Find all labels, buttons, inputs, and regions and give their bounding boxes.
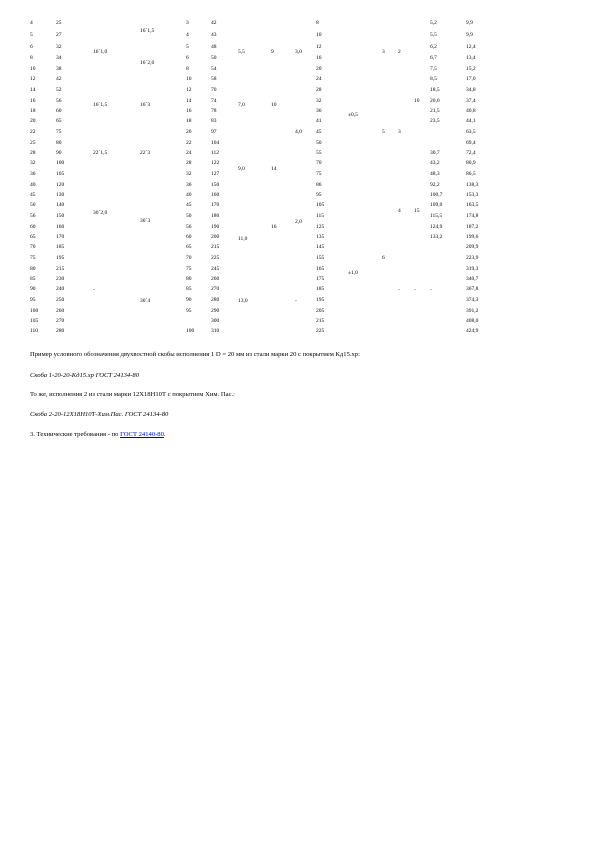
table-cell: 199,6 [466, 234, 479, 240]
table-cell: 65 [186, 244, 192, 250]
table-cell: 2,0 [295, 219, 302, 225]
table-cell: 160 [56, 224, 65, 230]
table-cell: 140 [56, 202, 65, 208]
table-cell: 115,5 [430, 213, 443, 219]
table-cell: 3 [398, 129, 401, 135]
table-cell: 20,0 [430, 98, 440, 104]
table-cell: 245 [211, 266, 220, 272]
table-cell: 22 [186, 140, 192, 146]
table-cell: 6 [382, 255, 385, 261]
table-cell: 180 [211, 213, 220, 219]
table-cell: 14 [30, 87, 36, 93]
table-cell: 200 [211, 234, 220, 240]
table-cell: 319,3 [466, 266, 479, 272]
table-cell: 32 [56, 44, 62, 50]
table-cell: 3 [186, 20, 189, 26]
table-cell: 60 [56, 108, 62, 114]
table-cell: 135 [316, 234, 325, 240]
table-cell: 4 [30, 20, 33, 26]
table-cell: 100 [56, 160, 65, 166]
table-cell: 170 [56, 234, 65, 240]
table-cell: 150 [211, 182, 220, 188]
table-cell: 5 [186, 44, 189, 50]
table-cell: 17,0 [466, 76, 476, 82]
technical-requirements-end: . [163, 431, 166, 438]
table-cell: 10 [316, 32, 322, 38]
table-cell: 34 [56, 55, 62, 61]
table-cell: 45 [186, 202, 192, 208]
table-cell: 74 [211, 98, 217, 104]
table-cell: 80,9 [466, 160, 476, 166]
table-cell: 290 [211, 308, 220, 314]
table-cell: 42 [56, 76, 62, 82]
table-cell: 9,9 [466, 32, 473, 38]
table-cell: 65 [30, 234, 36, 240]
table-cell: 185 [316, 286, 325, 292]
table-cell: - [430, 287, 432, 293]
table-cell: 112 [211, 150, 220, 156]
table-cell: 3,0 [295, 49, 302, 55]
table-cell: 340,7 [466, 276, 479, 282]
table-cell: 205 [316, 308, 325, 314]
table-cell: 44,1 [466, 118, 476, 124]
table-cell: 80 [186, 276, 192, 282]
table-cell: 408,0 [466, 318, 479, 324]
table-cell: 78 [211, 108, 217, 114]
table-cell: 24 [316, 76, 322, 82]
table-cell: 16 [30, 98, 36, 104]
table-cell: 70 [186, 255, 192, 261]
table-cell: 12,4 [466, 44, 476, 50]
example-intro-text: Пример условного обозначения двухвостной скобы исполнения 1 D = 20 мм из стали марки 20 с покрытием Кд15.хр: [30, 351, 360, 358]
table-cell: 5 [382, 129, 385, 135]
technical-requirements-text: 3. Технические требования - по [30, 431, 121, 438]
table-cell: 115 [316, 213, 325, 219]
table-cell: 80 [30, 266, 36, 272]
table-cell: 5 [30, 32, 33, 38]
table-cell: 3 [382, 49, 385, 55]
table-cell: 367,8 [466, 286, 479, 292]
table-cell: 45 [316, 129, 322, 135]
table-cell: 14 [271, 166, 277, 172]
table-cell: 95 [30, 297, 36, 303]
table-cell: 97 [211, 129, 217, 135]
table-cell: 20 [186, 129, 192, 135]
table-cell: 86,5 [466, 171, 476, 177]
table-cell: 40 [186, 192, 192, 198]
table-cell: 130 [56, 192, 65, 198]
table-cell: 75 [30, 255, 36, 261]
table-cell: 30´4 [140, 298, 151, 304]
table-cell: 12 [186, 87, 192, 93]
table-cell: 4,0 [295, 129, 302, 135]
table-cell: 163,5 [466, 202, 479, 208]
table-cell: 16 [316, 55, 322, 61]
table-cell: 12 [316, 44, 322, 50]
table-cell: 20 [316, 66, 322, 72]
table-cell: 75 [56, 129, 62, 135]
table-cell: 38 [56, 66, 62, 72]
table-cell: 8 [186, 66, 189, 72]
technical-requirements [30, 430, 166, 439]
table-cell: 30´3 [140, 218, 151, 224]
table-cell: 145 [316, 244, 325, 250]
table-cell: 50 [316, 140, 322, 146]
table-cell: 209,9 [466, 244, 479, 250]
table-cell: 30´2,0 [93, 210, 108, 216]
table-cell: 32 [186, 171, 192, 177]
table-cell: 150 [56, 213, 65, 219]
table-cell: 138,3 [466, 182, 479, 188]
table-cell: 215 [56, 266, 65, 272]
table-cell: 85 [186, 286, 192, 292]
table-cell: - [414, 287, 416, 293]
table-cell: 15,2 [466, 66, 476, 72]
table-cell: - [398, 287, 400, 293]
table-cell: 56 [56, 98, 62, 104]
table-cell: 56 [30, 213, 36, 219]
table-cell: 6 [30, 44, 33, 50]
table-cell: 83 [211, 118, 217, 124]
table-cell: 20 [30, 118, 36, 124]
table-cell: 260 [56, 308, 65, 314]
table-cell: 27 [56, 32, 62, 38]
table-cell: 52 [56, 87, 62, 93]
table-cell: 8,5 [430, 76, 437, 82]
table-cell: 42 [211, 20, 217, 26]
table-cell: 18 [30, 108, 36, 114]
table-cell: 250 [56, 297, 65, 303]
table-cell: 37,4 [466, 98, 476, 104]
table-cell: ±1,0 [348, 270, 358, 276]
table-cell: 105 [56, 171, 65, 177]
table-cell: 4 [398, 208, 401, 214]
table-cell: 92,2 [430, 182, 440, 188]
table-cell: 190 [211, 224, 220, 230]
table-cell: 105 [30, 318, 39, 324]
gost-link[interactable]: ГОСТ 24140-80 [120, 431, 164, 438]
table-cell: 7,5 [430, 66, 437, 72]
table-cell: 195 [316, 297, 325, 303]
table-cell: 58 [211, 76, 217, 82]
table-cell: 133,2 [430, 234, 443, 240]
table-cell: 48,3 [430, 171, 440, 177]
table-cell: 215 [211, 244, 220, 250]
table-cell: 90 [30, 286, 36, 292]
table-cell: 10 [186, 76, 192, 82]
table-cell: - [93, 287, 95, 293]
dimensions-table [0, 0, 595, 342]
table-cell: 80 [56, 140, 62, 146]
table-cell: 24 [186, 150, 192, 156]
table-cell: 36 [186, 182, 192, 188]
table-cell: 8 [30, 55, 33, 61]
table-cell: 5,5 [238, 49, 245, 55]
table-cell: 21,5 [430, 108, 440, 114]
table-cell: 16 [271, 224, 277, 230]
table-cell: 18,5 [430, 87, 440, 93]
table-cell: 13,0 [238, 298, 248, 304]
table-cell: 170 [211, 202, 220, 208]
table-cell: 13,4 [466, 55, 476, 61]
table-cell: 16´1,5 [93, 102, 108, 108]
table-cell: 280 [211, 297, 220, 303]
table-cell: 30,7 [430, 150, 440, 156]
table-cell: 72,4 [466, 150, 476, 156]
table-cell: 86 [316, 182, 322, 188]
table-cell: 4 [186, 32, 189, 38]
table-cell: 270 [211, 286, 220, 292]
table-cell: 50 [30, 202, 36, 208]
table-cell: 110 [30, 328, 39, 334]
table-cell: 70 [211, 87, 217, 93]
table-cell: 100 [186, 328, 195, 334]
table-cell: 6 [186, 55, 189, 61]
table-cell: 40 [30, 182, 36, 188]
table-cell: 22´1,5 [93, 150, 108, 156]
table-cell: 28 [30, 150, 36, 156]
table-cell: 22´3 [140, 150, 151, 156]
table-cell: 95 [186, 308, 192, 314]
table-cell: 6,7 [430, 55, 437, 61]
table-cell: 15 [414, 208, 420, 214]
table-cell: 391,2 [466, 308, 479, 314]
table-cell: 54 [211, 66, 217, 72]
table-cell: 5,2 [430, 20, 437, 26]
table-cell: 75 [316, 171, 322, 177]
table-cell: 310 [211, 328, 220, 334]
table-cell: 16´1,0 [93, 49, 108, 55]
table-cell: 155 [316, 255, 325, 261]
table-cell: 124,9 [430, 224, 443, 230]
table-cell: 90 [186, 297, 192, 303]
table-cell: 63,5 [466, 129, 476, 135]
table-cell: 56 [186, 224, 192, 230]
table-cell: 9,0 [238, 166, 245, 172]
table-cell: 50 [186, 213, 192, 219]
table-cell: 8 [316, 20, 319, 26]
table-cell: 16´2,0 [140, 60, 155, 66]
table-cell: 50 [211, 55, 217, 61]
table-cell: 16 [186, 108, 192, 114]
table-cell: 280 [56, 328, 65, 334]
table-cell: 18 [186, 118, 192, 124]
table-cell: 223,9 [466, 255, 479, 261]
table-cell: 125 [316, 224, 325, 230]
table-cell: 160 [211, 192, 220, 198]
table-cell: 270 [56, 318, 65, 324]
table-cell: 122 [211, 160, 220, 166]
table-cell: 120 [56, 182, 65, 188]
table-cell: - [295, 298, 297, 304]
table-cell: 230 [56, 276, 65, 282]
table-cell: 34,8 [466, 87, 476, 93]
table-cell: 9 [271, 49, 274, 55]
table-cell: 95 [316, 192, 322, 198]
table-cell: 240 [56, 286, 65, 292]
table-cell: 374,3 [466, 297, 479, 303]
table-cell: 100 [30, 308, 39, 314]
table-cell: 28 [186, 160, 192, 166]
table-cell: 174,8 [466, 213, 479, 219]
table-cell: 60 [30, 224, 36, 230]
table-cell: 14 [186, 98, 192, 104]
table-cell: 16´3 [140, 102, 151, 108]
table-cell: 45 [30, 192, 36, 198]
table-cell: 25 [56, 20, 62, 26]
table-cell: 100,7 [430, 192, 443, 198]
table-cell: 70 [316, 160, 322, 166]
table-cell: ±0,5 [348, 112, 358, 118]
table-cell: 195 [56, 255, 65, 261]
table-cell: 12 [30, 76, 36, 82]
table-cell: 22 [30, 129, 36, 135]
table-cell: 104 [211, 140, 220, 146]
table-cell: 225 [316, 328, 325, 334]
table-cell: 109,0 [430, 202, 443, 208]
table-cell: 10 [30, 66, 36, 72]
example-designation-2: Скоба 2-20-12Х18Н10Т-Хим.Пас. ГОСТ 24134-80 [30, 411, 169, 418]
table-cell: 11,0 [238, 236, 248, 242]
table-cell: 7,0 [238, 102, 245, 108]
table-cell: 260 [211, 276, 220, 282]
table-cell: 6,2 [430, 44, 437, 50]
table-cell: 187,2 [466, 224, 479, 230]
table-cell: 85 [30, 276, 36, 282]
table-cell: 175 [316, 276, 325, 282]
table-cell: 55 [316, 150, 322, 156]
example-designation-1: Скоба 1-20-20-Кд15.хр ГОСТ 24134-80 [30, 372, 140, 379]
table-cell: 16´1,5 [140, 28, 155, 34]
table-cell: 105 [316, 202, 325, 208]
table-cell: 2 [398, 49, 401, 55]
table-cell: 65 [56, 118, 62, 124]
table-cell: 28 [316, 87, 322, 93]
table-cell: 32 [316, 98, 322, 104]
table-cell: 70 [30, 244, 36, 250]
table-cell: 41 [316, 118, 322, 124]
table-cell: 225 [211, 255, 220, 261]
table-cell: 185 [56, 244, 65, 250]
table-cell: 43 [211, 32, 217, 38]
table-cell: 75 [186, 266, 192, 272]
table-cell: 153,3 [466, 192, 479, 198]
table-cell: 36 [30, 171, 36, 177]
table-cell: 23,5 [430, 118, 440, 124]
table-cell: 10 [414, 98, 420, 104]
table-cell: 60 [186, 234, 192, 240]
table-cell: 36 [316, 108, 322, 114]
table-cell: 300 [211, 318, 220, 324]
table-cell: 90 [56, 150, 62, 156]
table-cell: 25 [30, 140, 36, 146]
table-cell: 9,9 [466, 20, 473, 26]
table-cell: 424,9 [466, 328, 479, 334]
table-cell: 48 [211, 44, 217, 50]
table-cell: 32 [30, 160, 36, 166]
table-cell: 69,4 [466, 140, 476, 146]
example-2-intro-text: То же, исполнения 2 из стали марки 12Х18Н10Т с покрытием Хим. Пас.: [30, 391, 235, 398]
table-cell: 10 [271, 102, 277, 108]
table-cell: 5,5 [430, 32, 437, 38]
table-cell: 127 [211, 171, 220, 177]
table-cell: 43,2 [430, 160, 440, 166]
table-cell: 215 [316, 318, 325, 324]
table-cell: 165 [316, 266, 325, 272]
table-cell: 40,8 [466, 108, 476, 114]
